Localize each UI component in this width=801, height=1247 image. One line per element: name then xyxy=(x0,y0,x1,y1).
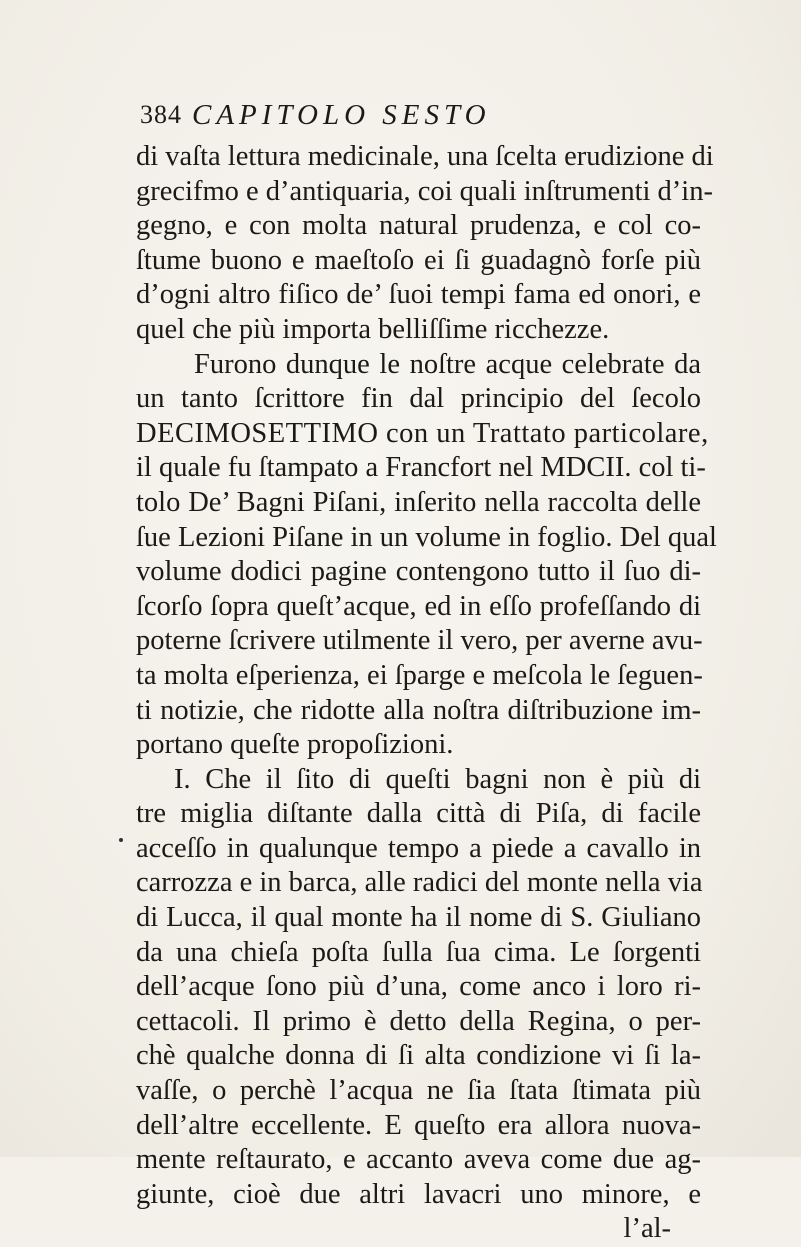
text-line: da una chieſa poſta ſulla ſua cima. Le ſorgenti xyxy=(136,936,701,968)
text-line: il quale fu ſtampato a Francfort nel MDCII. col ti- xyxy=(136,452,706,484)
chapter-title: CAPITOLO SESTO xyxy=(192,99,491,131)
text-line: chè qualche donna di ſi alta condizione vi ſi la- xyxy=(136,1040,701,1072)
body-text xyxy=(136,140,717,1247)
text-line: gegno, e con molta natural prudenza, e col co- xyxy=(136,210,701,242)
text-line: poterne ſcrivere utilmente il vero, per averne avu- xyxy=(136,625,703,657)
text-line: quel che più importa belliſſime ricchezze. xyxy=(136,313,610,345)
text-line: vaſſe, o perchè l’acqua ne ſia ſtata ſtimata più xyxy=(136,1075,701,1107)
paragraph-start: Furono dunque le noſtre acque celebrate da xyxy=(194,348,701,380)
margin-mark xyxy=(119,838,123,842)
text-line: grecifmo e d’antiquaria, coi quali inſtrumenti d’in- xyxy=(136,175,713,207)
text-line: ta molta eſperienza, ei ſparge e meſcola le ſeguen- xyxy=(136,659,703,691)
text-line: volume dodici pagine contengono tutto il ſuo di- xyxy=(136,556,701,588)
text-line: ti notizie, che ridotte alla noſtra diſtribuzione im- xyxy=(136,694,701,726)
text-line: tre miglia diſtante dalla città di Piſa, di facile xyxy=(136,798,701,830)
page-number: 384 xyxy=(140,100,182,129)
text-line: dell’altre eccellente. E queſto era allora nuova- xyxy=(136,1109,701,1141)
text-line: acceſſo in qualunque tempo a piede a cavallo in xyxy=(136,832,701,864)
text-line: carrozza e in barca, alle radici del monte nella via xyxy=(136,867,703,899)
text-line: cettacoli. Il primo è detto della Regina, o per- xyxy=(136,1005,701,1037)
text-line: portano queſte propoſizioni. xyxy=(136,729,454,761)
text-line: mente reſtaurato, e accanto aveva come due ag- xyxy=(136,1144,701,1176)
text-line: giunte, cioè due altri lavacri uno minore, e xyxy=(136,1178,701,1210)
text-line: un tanto ſcrittore fin dal principio del ſecolo xyxy=(136,383,701,415)
text-line: di Lucca, il qual monte ha il nome di S. Giuliano xyxy=(136,902,701,934)
text-line: DECIMOSETTIMO con un Trattato particolare, xyxy=(136,417,709,449)
text-line: ſue Lezioni Piſane in un volume in foglio. Del qual xyxy=(136,521,717,553)
text-line: di vaſta lettura medicinale, una ſcelta erudizione di xyxy=(136,141,714,172)
catchword: l’al- xyxy=(623,1213,671,1245)
text-line: ſtume buono e maeſtoſo ei ſi guadagnò forſe più xyxy=(136,244,701,276)
text-line: ſcorſo ſopra queſt’acque, ed in eſſo profeſſando di xyxy=(136,590,701,622)
text-line: dell’acque ſono più d’una, come anco i loro ri- xyxy=(136,971,701,1003)
text-line: tolo De’ Bagni Piſani, inſerito nella raccolta delle xyxy=(136,486,701,518)
running-head xyxy=(140,93,680,137)
text-line: d’ogni altro fiſico de’ ſuoi tempi fama ed onori, e xyxy=(136,279,701,311)
paragraph-start: I. Che il ſito di queſti bagni non è più di xyxy=(174,763,701,795)
